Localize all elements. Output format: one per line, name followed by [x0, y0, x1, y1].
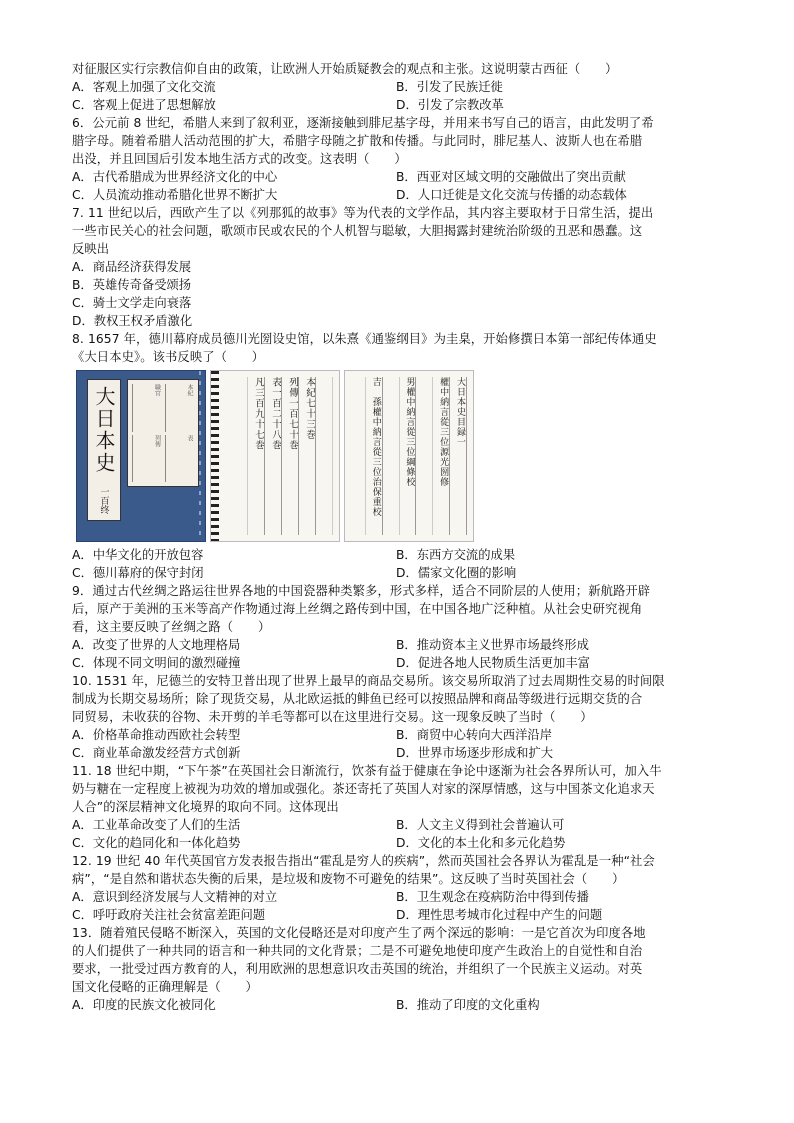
- q11-stem-line: 11. 18 世纪中期，“下午茶”在英国社会日渐流行，饮茶有益于健康在争论中逐渐为社会各界所认可，加入牛: [72, 764, 662, 778]
- page-column: 男權中納言從三位綱條校: [402, 377, 417, 535]
- q9-stem-line: 后，原产于美洲的玉米等高产作物通过海上丝绸之路传到中国，在中国各地广泛种植。从社会史研究视角: [72, 602, 643, 616]
- q10-option-c[interactable]: C．商业革命激发经营方式创新: [72, 746, 241, 760]
- cover-index-cell: 列傳: [132, 435, 162, 483]
- page-column: 本紀七十三巻: [301, 377, 316, 535]
- cover-volume: 一百终: [98, 487, 109, 514]
- q8-stem-line: 8. 1657 年，德川幕府成员德川光圀设史馆，以朱熹《通鉴纲目》为圭臬，开始修撰日本第一部纪传体通史: [72, 332, 657, 346]
- q10-option-b[interactable]: B．商贸中心转向大西洋沿岸: [396, 728, 552, 742]
- q10-stem-line: 同贸易，未收获的谷物、未开剪的羊毛等都可以在这里进行交易。这一现象反映了当时（ ）: [72, 710, 593, 724]
- q6-stem-line: 6．公元前 8 世纪，希腊人来到了叙利亚，逐渐接触到腓尼基字母，并用来书写自己的语言，由此发明了希: [72, 116, 654, 130]
- q11-options-row2: [72, 834, 724, 852]
- q12-option-d[interactable]: D．理性思考城市化过程中产生的问题: [396, 908, 603, 922]
- q8-option-b[interactable]: B．东西方交流的成果: [396, 548, 516, 562]
- q7-stem-line: 反映出: [72, 242, 110, 256]
- q7-stem-line: 一些市民关心的社会问题，歌颂市民或农民的个人机智与聪敏，大胆揭露封建统治阶级的丑恶和愚蠢。这: [72, 224, 643, 238]
- page-column: 凡三百九十七巻: [250, 377, 265, 535]
- q10-option-a[interactable]: A．价格革命推动西欧社会转型: [72, 728, 241, 742]
- book-first-page: [344, 370, 474, 542]
- q5-options-row1: [72, 78, 724, 96]
- q13-options-row1: [72, 996, 724, 1014]
- q11-options-row1: [72, 816, 724, 834]
- q10-options-row1: [72, 726, 724, 744]
- q6-option-d[interactable]: D．人口迁徙是文化交流与传播的动态载体: [396, 188, 627, 202]
- q8-options-row2: [72, 564, 724, 582]
- cover-index-cell: 本紀: [165, 384, 195, 432]
- q5-stem: 对征服区实行宗教信仰自由的政策，让欧洲人开始质疑教会的观点和主张。这说明蒙古西征（ ）: [72, 62, 618, 76]
- q5-option-d[interactable]: D．引发了宗教改革: [396, 98, 504, 112]
- q10-option-d[interactable]: D．世界市场逐步形成和扩大: [396, 746, 554, 760]
- q12-option-c[interactable]: C．呼吁政府关注社会贫富差距问题: [72, 908, 266, 922]
- q8-book-figure: [76, 370, 724, 542]
- q6-options-row2: [72, 186, 724, 204]
- q9-option-b[interactable]: B．推动资本主义世界市场最终形成: [396, 638, 589, 652]
- q13-stem-line: 国文化侵略的正确理解是（ ）: [72, 980, 258, 994]
- q9-stem-line: 看，这主要反映了丝绸之路（ ）: [72, 620, 271, 634]
- q13-option-a[interactable]: A．印度的民族文化被同化: [72, 998, 216, 1012]
- q5-option-b[interactable]: B．引发了民族迁徙: [396, 80, 503, 94]
- q12-stem-line: 12. 19 世纪 40 年代英国官方发表报告指出“霍乱是穷人的疾病”，然而英国社会各界认为霍乱是一种“社会: [72, 854, 655, 868]
- page-column: 表一百二十八巻: [267, 377, 282, 535]
- page-column-empty: [418, 377, 433, 535]
- q12-options-row1: [72, 888, 724, 906]
- q12-options-row2: [72, 906, 724, 924]
- q11-option-d[interactable]: D．文化的本土化和多元化趋势: [396, 836, 566, 850]
- q12-option-a[interactable]: A．意识到经济发展与人文精神的对立: [72, 890, 278, 904]
- q5-option-c[interactable]: C．客观上促进了思想解放: [72, 98, 216, 112]
- q6-stem-line: 出没，并且回国后引发本地生活方式的改变。这表明（ ）: [72, 152, 407, 166]
- exam-page: [72, 60, 724, 1014]
- q8-options-row1: [72, 546, 724, 564]
- cover-index-cell: 職官: [132, 384, 162, 432]
- q6-option-b[interactable]: B．西亚对区域文明的交融做出了突出贡献: [396, 170, 626, 184]
- q11-stem-line: 奶与糖在一定程度上被视为功效的增加或强化。茶还寄托了英国人对家的深厚情感，这与中国茶文化追求天: [72, 782, 655, 796]
- page-column: 權中納言從三位源光圀修: [435, 377, 450, 535]
- page-column: 大日本史目録一: [452, 377, 467, 535]
- cover-title: 大日本史: [92, 386, 116, 474]
- q13-option-b[interactable]: B．推动了印度的文化重构: [396, 998, 540, 1012]
- page-column-empty: [351, 377, 366, 535]
- q7-stem-line: 7. 11 世纪以后，西欧产生了以《列那狐的故事》等为代表的文学作品，其内容主要取材于日常生活，提出: [72, 206, 654, 220]
- q6-option-a[interactable]: A．古代希腊成为世界经济文化的中心: [72, 170, 278, 184]
- q13-stem-line: 的人们提供了一种共同的语言和一种共同的文化背景；二是不可避免地使印度产生政治上的自觉性和自治: [72, 944, 643, 958]
- q8-option-d[interactable]: D．儒家文化圈的影响: [396, 566, 517, 580]
- q12-option-b[interactable]: B．卫生观念在疫病防治中得到传播: [396, 890, 589, 904]
- q7-option-d[interactable]: D．教权王权矛盾激化: [72, 314, 193, 328]
- q7-option-c[interactable]: C．骑士文学走向衰落: [72, 296, 192, 310]
- q10-stem-line: 10. 1531 年，尼德兰的安特卫普出现了世界上最早的商品交易所。该交易所取消了过去周期性交易的时间限: [72, 674, 665, 688]
- q6-options-row1: [72, 168, 724, 186]
- q11-option-b[interactable]: B．人文主义得到社会普遍认可: [396, 818, 565, 832]
- q11-stem-line: 人合”的深层精神文化境界的取向不同。这体现出: [72, 800, 339, 814]
- q7-option-b[interactable]: B．英雄传奇备受颂扬: [72, 278, 192, 292]
- cover-binding-stitch: [199, 371, 201, 541]
- q9-option-a[interactable]: A．改变了世界的人文地理格局: [72, 638, 241, 652]
- q8-option-c[interactable]: C．德川幕府的保守封闭: [72, 566, 204, 580]
- q13-stem-line: 13．随着殖民侵略不断深入，英国的文化侵略还是对印度产生了两个深远的影响：一是它首次为印度各地: [72, 926, 646, 940]
- page-column-empty: [385, 377, 400, 535]
- cover-index-cell: 表: [165, 435, 195, 483]
- q6-stem-line: 腊字母。随着希腊人活动范围的扩大，希腊字母随之扩散和传播。与此同时，腓尼基人、波斯人也在希腊: [72, 134, 643, 148]
- cover-title-slip: [87, 379, 121, 521]
- cover-index-slip: [127, 379, 199, 487]
- q10-stem-line: 制成为长期交易场所；除了现货交易，从北欧运抵的鲱鱼已经可以按照品牌和商品等级进行远期交货的合: [72, 692, 643, 706]
- page-column: 吉 孫權中納言從三位治保重校: [368, 377, 383, 535]
- q8-option-a[interactable]: A．中华文化的开放包容: [72, 548, 204, 562]
- q9-option-c[interactable]: C．体现不同文明间的激烈碰撞: [72, 656, 241, 670]
- q11-option-c[interactable]: C．文化的趋同化和一体化趋势: [72, 836, 241, 850]
- book-contents-page: [210, 370, 340, 542]
- book-cover-image: [76, 370, 206, 542]
- q9-option-d[interactable]: D．促进各地人民物质生活更加丰富: [396, 656, 590, 670]
- q10-options-row2: [72, 744, 724, 762]
- q5-options-row2: [72, 96, 724, 114]
- q7-option-a[interactable]: A．商品经济获得发展: [72, 260, 192, 274]
- q13-stem-line: 要求，一批受过西方教育的人，利用欧洲的思想意识攻击英国的统治，并组织了一个民族主义运动。对英: [72, 962, 643, 976]
- q9-options-row1: [72, 636, 724, 654]
- q12-stem-line: 病”，“是自然和谐状态失衡的后果，是垃圾和废物不可避免的结果”。这反映了当时英国社会（ ）: [72, 872, 625, 886]
- page-column-empty: [318, 377, 333, 535]
- q5-option-a[interactable]: A．客观上加强了文化交流: [72, 80, 216, 94]
- q11-option-a[interactable]: A．工业革命改变了人们的生活: [72, 818, 241, 832]
- q9-stem-line: 9．通过古代丝绸之路运往世界各地的中国瓷器种类繁多，形式多样，适合不同阶层的人使用；新航路开辟: [72, 584, 651, 598]
- page-column-empty: [233, 377, 248, 535]
- page-column: 列傳一百七十巻: [284, 377, 299, 535]
- q8-stem-line: 《大日本史》。该书反映了（ ）: [72, 350, 265, 364]
- q6-option-c[interactable]: C．人员流动推动希腊化世界不断扩大: [72, 188, 278, 202]
- q9-options-row2: [72, 654, 724, 672]
